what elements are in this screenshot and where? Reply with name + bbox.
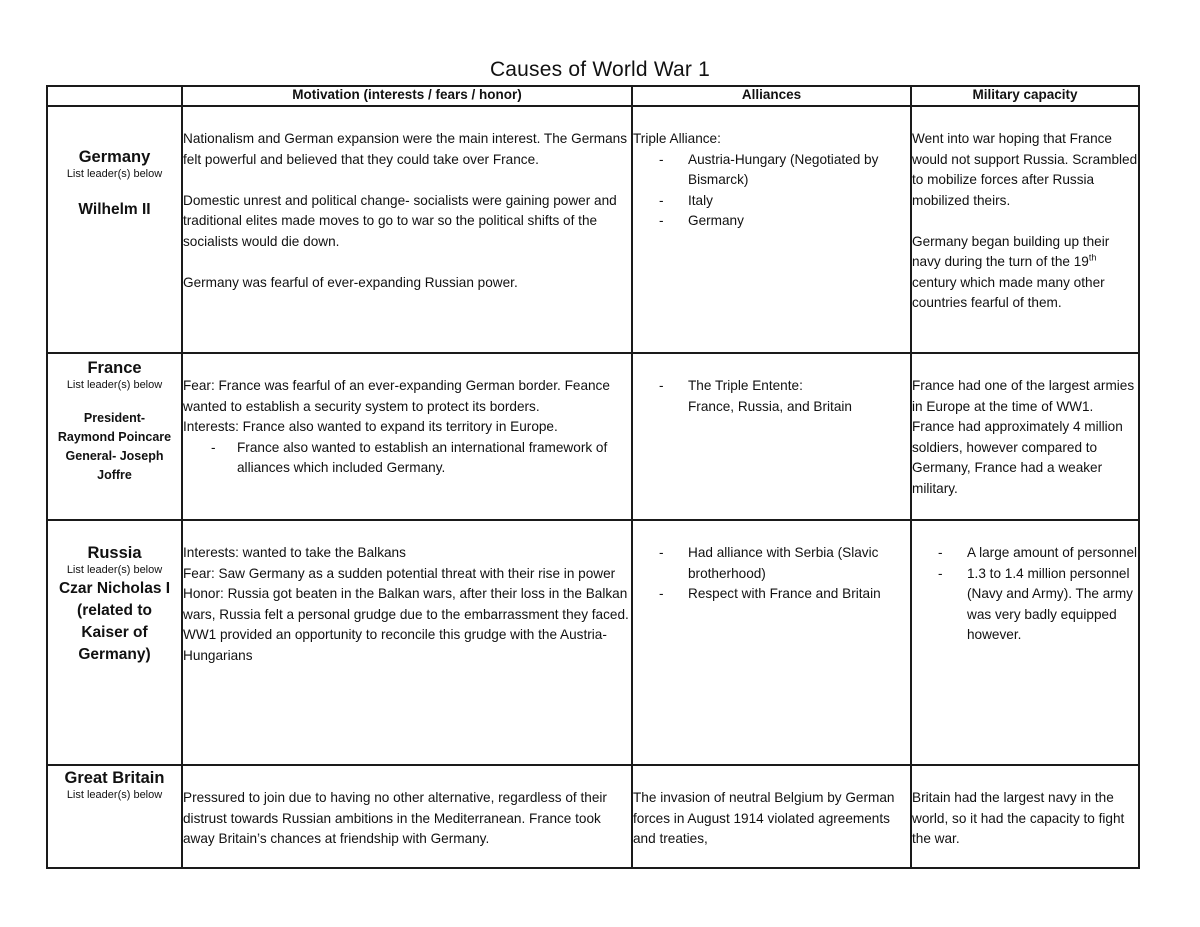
- list-item: - France also wanted to establish an international framework of alliances which included Germany.: [183, 438, 631, 479]
- country-name: France: [87, 359, 142, 377]
- leader-prompt: List leader(s) below: [66, 564, 163, 576]
- motivation-text: Nationalism and German expansion were the main interest. The Germans felt powerful and believed that they could take over France.: [183, 131, 628, 167]
- alliances-cell-germany: [632, 106, 911, 353]
- leader-name: Raymond Poincare: [57, 430, 172, 444]
- motivation-text: Germany was fearful of ever-expanding Russian power.: [183, 274, 518, 290]
- motivation-text: Honor: Russia got beaten in the Balkan wars, after their loss in the Balkan wars, Russia felt a personal grudge due to the embarrassment they faced. WW1 provided an opportunity to reconcile this grudge with the Austria-Hungarians: [183, 586, 629, 663]
- country-name: Germany: [78, 148, 151, 166]
- list-item: - Austria-Hungary (Negotiated by Bismarck): [633, 150, 910, 191]
- country-name: Russia: [87, 544, 142, 562]
- military-text: Britain had the largest navy in the world, so it had the capacity to fight the war.: [912, 790, 1125, 846]
- header-military: Military capacity: [911, 86, 1139, 106]
- military-cell-russia: [911, 520, 1139, 765]
- header-motivation: Motivation (interests / fears / honor): [182, 86, 632, 106]
- row-great-britain: [47, 765, 1139, 868]
- header-country: [47, 86, 182, 106]
- motivation-cell-france: [182, 353, 632, 520]
- leader-name: Joffre: [97, 468, 132, 482]
- list-item: - A large amount of personnel: [912, 543, 1138, 564]
- list-item: - Germany: [633, 211, 910, 232]
- motivation-text: Pressured to join due to having no other alternative, regardless of their distrust towards Russian ambitions in the Mediterranean. France took away Britain’s chances at friendship with Germany.: [183, 790, 607, 846]
- alliances-cell-russia: [632, 520, 911, 765]
- military-cell-great-britain: [911, 765, 1139, 868]
- list-item: - The Triple Entente: France, Russia, and Britain: [633, 376, 910, 417]
- motivation-text: Fear: France was fearful of an ever-expanding German border. Feance wanted to establish a security system to protect its borders.: [183, 378, 610, 414]
- leader-prompt: List leader(s) below: [66, 789, 163, 801]
- list-item: - Had alliance with Serbia (Slavic brotherhood): [633, 543, 910, 584]
- motivation-text: Interests: France also wanted to expand its territory in Europe.: [183, 419, 558, 434]
- list-item: - Respect with France and Britain: [633, 584, 910, 605]
- leader-name: Wilhelm II: [78, 201, 151, 218]
- alliances-list: [633, 376, 910, 417]
- alliances-cell-france: [632, 353, 911, 520]
- country-cell-france: [47, 353, 182, 520]
- motivation-cell-great-britain: [182, 765, 632, 868]
- causes-table: [46, 85, 1140, 869]
- leader-name: Czar Nicholas I: [58, 580, 171, 597]
- leader-prompt: List leader(s) below: [66, 168, 163, 180]
- country-cell-russia: [47, 520, 182, 765]
- leader-name: (related to: [77, 602, 152, 619]
- military-text: Went into war hoping that France would not support Russia. Scrambled to mobilize forces after Russia mobilized theirs.: [912, 131, 1138, 208]
- country-cell-great-britain: [47, 765, 182, 868]
- military-list: [912, 543, 1138, 646]
- alliances-list: [633, 543, 910, 605]
- country-name: Great Britain: [64, 769, 165, 787]
- leader-name: General- Joseph: [65, 449, 164, 463]
- header-row: [47, 86, 1139, 106]
- list-item: - Italy: [633, 191, 910, 212]
- row-france: [47, 353, 1139, 520]
- military-cell-germany: [911, 106, 1139, 353]
- military-text: France had one of the largest armies in Europe at the time of WW1. France had approximately 4 million soldiers, however compared to Germany, France had a weaker military.: [912, 378, 1135, 496]
- leader-name: President-: [83, 411, 146, 425]
- header-alliances: Alliances: [632, 86, 911, 106]
- page-title: Causes of World War 1: [489, 58, 711, 81]
- alliances-intro: Triple Alliance:: [633, 131, 721, 146]
- motivation-cell-germany: [182, 106, 632, 353]
- leader-name: Kaiser of: [81, 624, 148, 641]
- motivation-text: Domestic unrest and political change- socialists were gaining power and traditional elites made moves to go to war so the political shifts of the socialists would die down.: [183, 192, 617, 249]
- country-cell-germany: [47, 106, 182, 353]
- alliances-cell-great-britain: [632, 765, 911, 868]
- motivation-text: Interests: wanted to take the Balkans: [183, 545, 406, 560]
- alliances-text: The invasion of neutral Belgium by German forces in August 1914 violated agreements and treaties,: [633, 790, 895, 846]
- military-cell-france: [911, 353, 1139, 520]
- row-germany: [47, 106, 1139, 353]
- motivation-text: Fear: Saw Germany as a sudden potential threat with their rise in power: [183, 565, 616, 581]
- motivation-bullets: [183, 438, 631, 479]
- military-text: Germany began building up their navy during the turn of the 19th century which made many other countries fearful of them.: [912, 233, 1110, 310]
- list-item: - 1.3 to 1.4 million personnel (Navy and Army). The army was very badly equipped however.: [912, 564, 1138, 646]
- leader-prompt: List leader(s) below: [66, 379, 163, 391]
- leader-name: Germany): [78, 646, 151, 663]
- motivation-cell-russia: [182, 520, 632, 765]
- row-russia: [47, 520, 1139, 765]
- alliances-list: [633, 150, 910, 232]
